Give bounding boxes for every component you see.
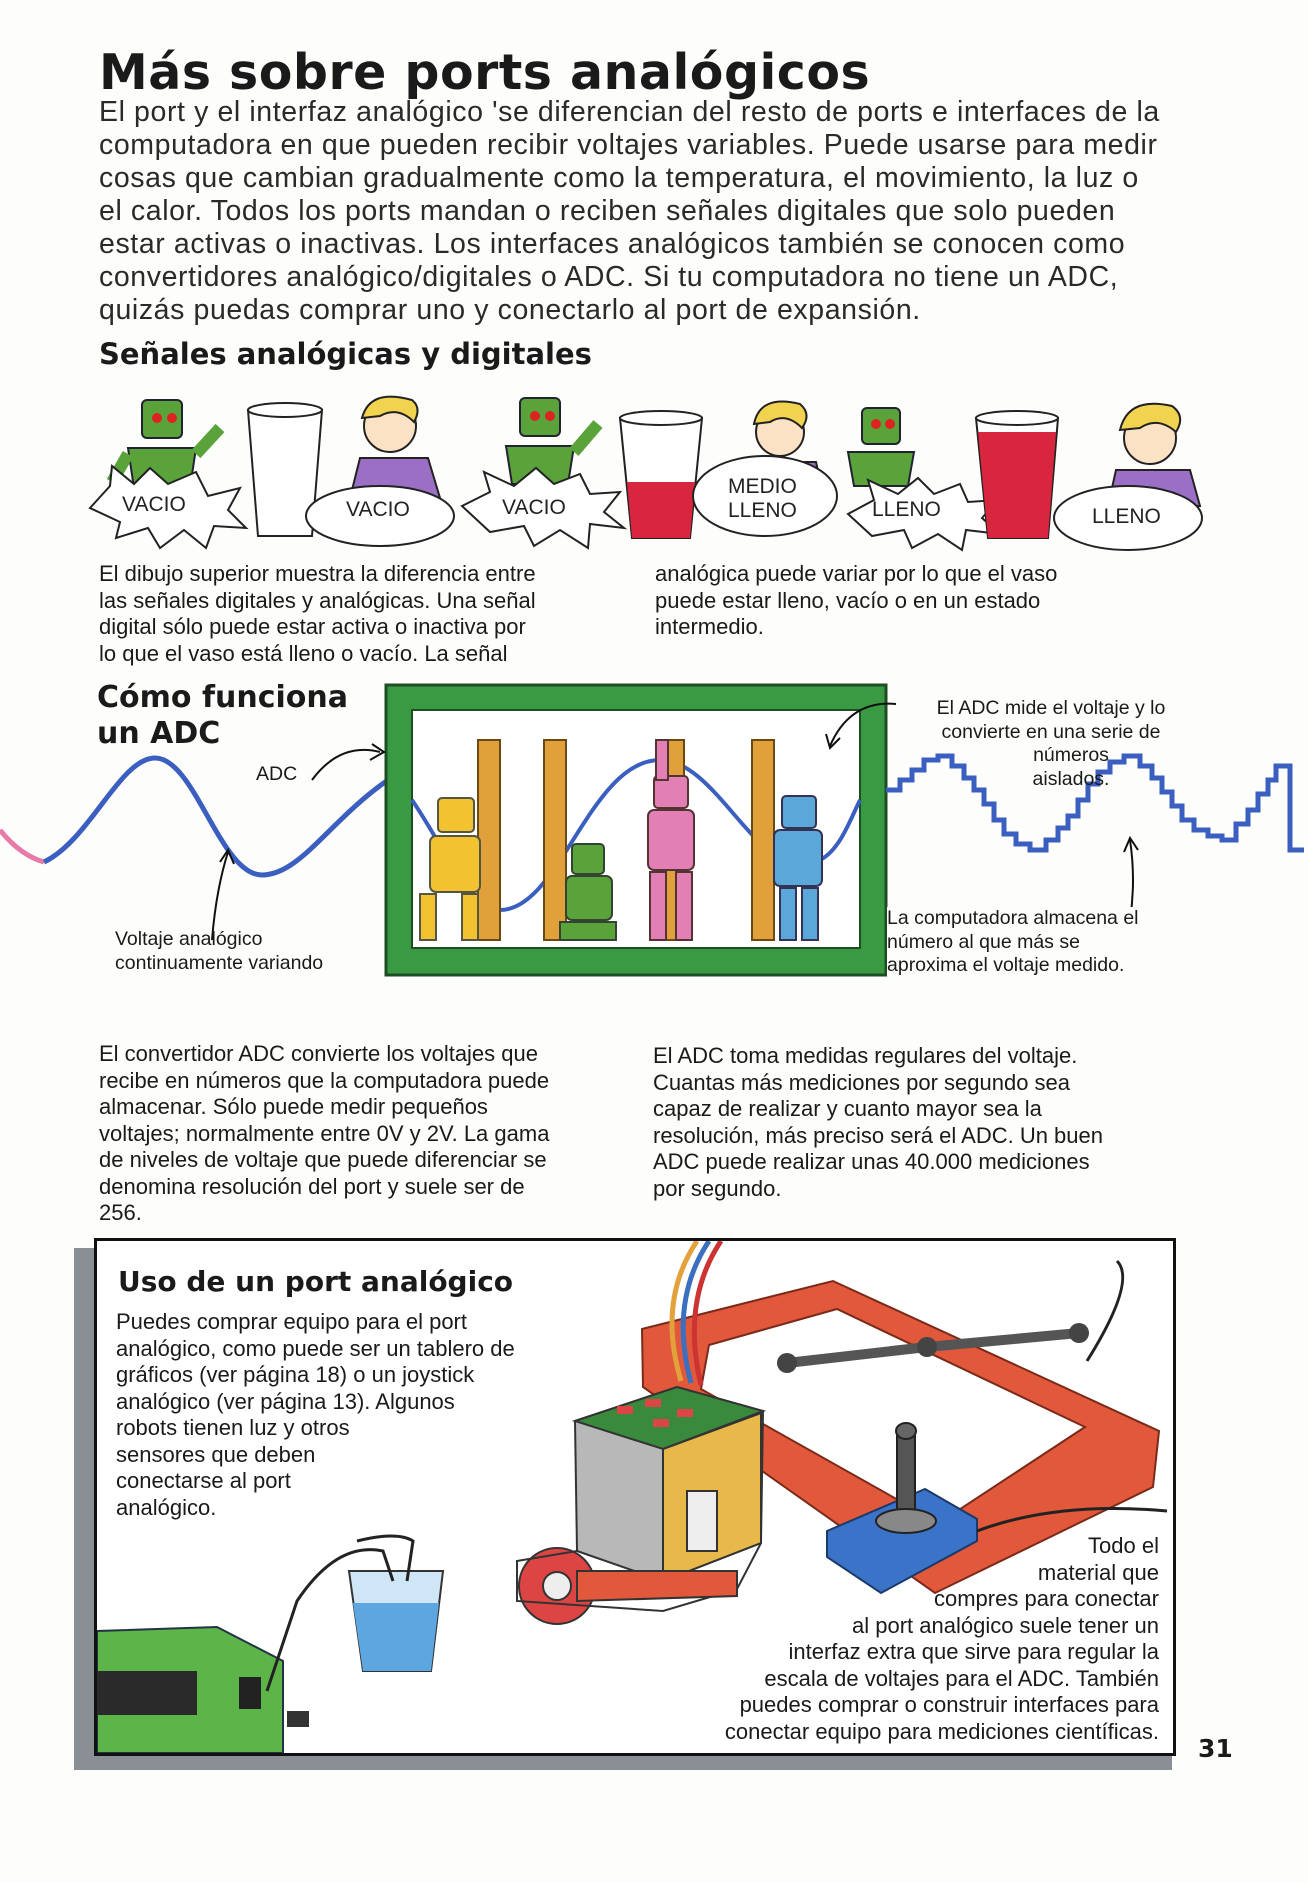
signals-illustration — [0, 388, 1308, 558]
signals-caption-right: analógica puede variar por lo que el vaso puede estar lleno, vacío o en un estado intermedio. — [655, 561, 1058, 639]
usage-paragraph-right: Todo el material que compres para conectar al port analógico suele tener un interfaz extra que sirve para regular la escala de voltajes para el ADC. También puedes comprar o construir interfaces para conectar equipo para mediciones científicas. — [724, 1533, 1159, 1744]
label-half-full-2: LLENO — [728, 499, 797, 522]
boy-figure — [350, 397, 440, 498]
label-empty-digital-2: VACIO — [502, 496, 566, 519]
label-full-analog: LLENO — [1092, 505, 1161, 528]
section-heading-adc: Cómo funciona un ADC — [97, 680, 348, 751]
adc-paragraph-right: El ADC toma medidas regulares del voltaje. Cuantas más mediciones por segundo sea capaz de realizar y cuanto mayor sea la resolución, más preciso será el ADC. Un buen ADC puede realizar unas 40.000 mediciones por segundo. — [653, 1043, 1103, 1201]
robot-figure — [506, 398, 598, 484]
section-heading-usage: Uso de un port analógico — [118, 1265, 514, 1298]
label-empty-digital: VACIO — [122, 493, 186, 516]
intro-paragraph: El port y el interfaz analógico 'se diferencian del resto de ports e interfaces de la computadora en que pueden recibir voltajes variables. Puede usarse para medir cosas que cambian gradualmente como la temperatura, el movimiento, la luz o el calor. Todos los ports mandan o reciben señales digitales que solo pueden estar activas o inactivas. Los interfaces analógicos también se conocen como convertidores analógico/digitales o ADC. Si tu computadora no tiene un ADC, quizás puedas comprar uno y conectarlo al port de expansión. — [99, 96, 1160, 326]
usage-box — [94, 1238, 1176, 1756]
adc-note-store: La computadora almacena el número al que más se aproxima el voltaje medido. — [887, 907, 1139, 976]
analog-wave — [44, 758, 388, 875]
robot-figure — [112, 400, 220, 488]
page-number: 31 — [1198, 1734, 1233, 1763]
label-full-digital: LLENO — [872, 498, 941, 521]
robot-figure — [848, 408, 914, 486]
ruler — [478, 740, 500, 940]
label-empty-analog: VACIO — [346, 498, 410, 521]
ruler — [752, 740, 774, 940]
section-heading-signals: Señales analógicas y digitales — [99, 337, 592, 371]
signals-caption-left: El dibujo superior muestra la diferencia entre las señales digitales y analógicas. Una señal digital sólo puede estar activa o inactiva por lo que el vaso está lleno o vacío. La señal — [99, 561, 536, 666]
adc-paragraph-left: El convertidor ADC convierte los voltajes que recibe en números que la computadora puede almacenar. Sólo puede medir pequeños voltajes; normalmente entre 0V y 2V. La gama de niveles de voltaje que puede diferenciar se denomina resolución del port y suele ser de 256. — [99, 1041, 550, 1225]
ruler — [544, 740, 566, 940]
adc-label: ADC — [256, 763, 298, 785]
adc-note-top: El ADC mide el voltaje y lo convierte en una serie de números aislados. — [936, 697, 1166, 790]
page-title: Más sobre ports analógicos — [99, 44, 871, 101]
adc-note-analog: Voltaje analógico continuamente variando — [115, 928, 324, 974]
usage-paragraph-left: Puedes comprar equipo para el port analógico, como puede ser un tablero de gráficos (ver página 18) o un joystick analógico (ver página 13). Algunos robots tienen luz y otros sensores que deben conectarse al port analógico. — [116, 1309, 515, 1520]
label-half-full-1: MEDIO — [728, 475, 797, 498]
